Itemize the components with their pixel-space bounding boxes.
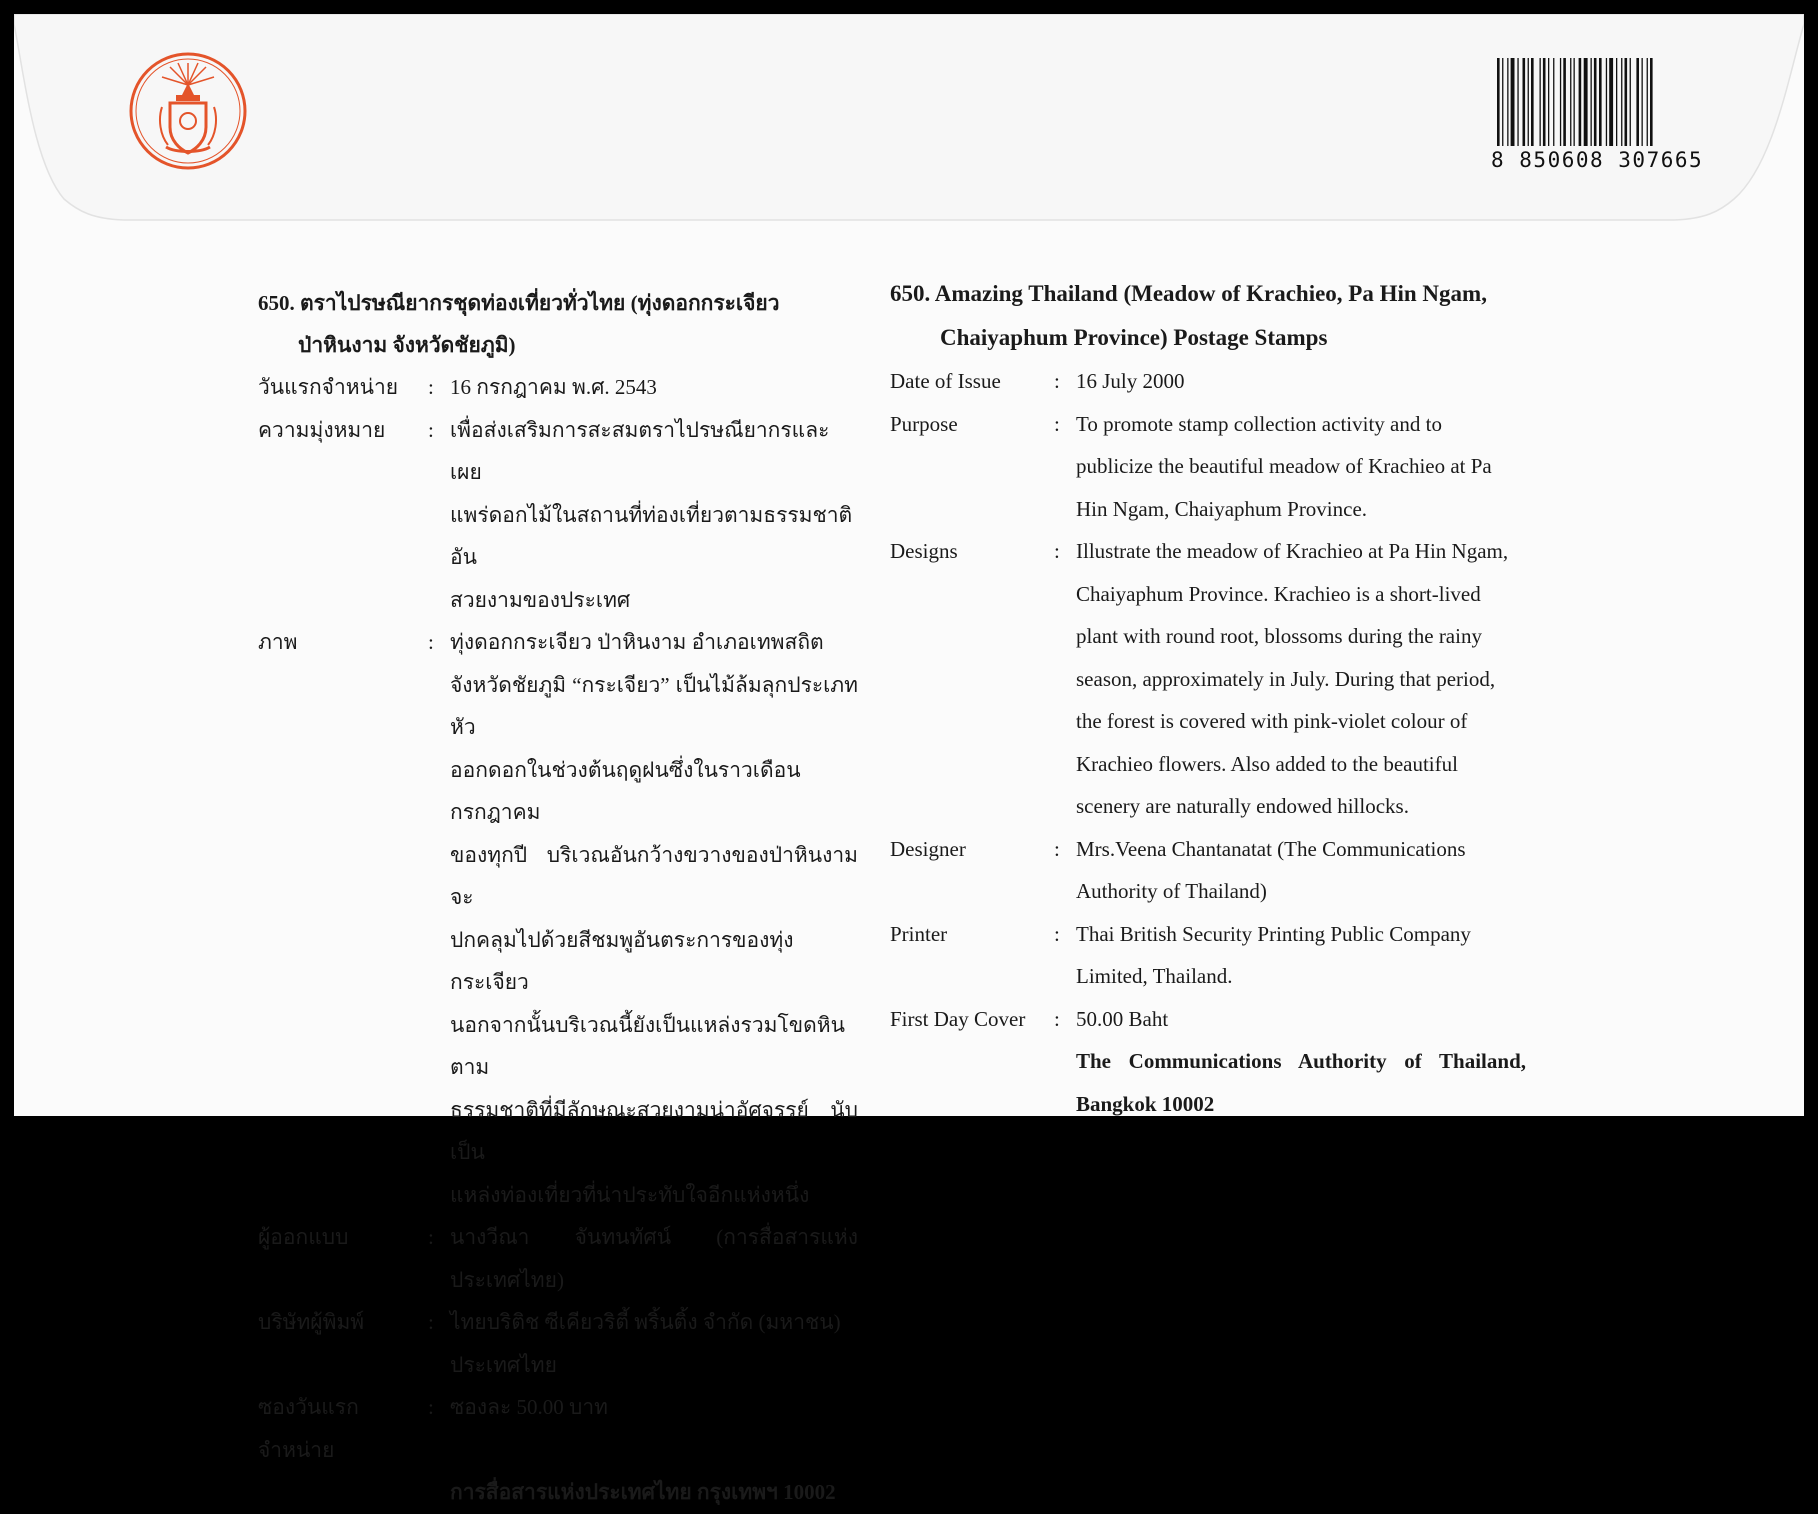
- english-row-value-line: Illustrate the meadow of Krachieo at Pa Hin Ngam,: [1076, 539, 1509, 563]
- thailand-post-emblem-logo: [126, 49, 250, 173]
- thai-row-value-line: นางวีณา จันทนทัศน์ (การสื่อสารแห่งประเทศไทย): [450, 1225, 858, 1292]
- thai-row-label: ความมุ่งหมาย: [258, 417, 386, 442]
- barcode-bar: [1647, 58, 1648, 146]
- english-row-value-line: Mrs.Veena Chantanatat (The Communications: [1076, 836, 1466, 861]
- barcode-bar: [1502, 58, 1503, 146]
- thai-row-value: [450, 621, 858, 1216]
- thai-row-separator: :: [428, 1395, 434, 1419]
- english-row: [890, 828, 1526, 913]
- thai-row-separator: :: [428, 375, 434, 399]
- barcode-bar: [1563, 58, 1566, 146]
- english-title-line1: 650. Amazing Thailand (Meadow of Krachieo, Pa Hin Ngam,: [890, 281, 1487, 306]
- thai-row-value-line: สวยงามของประเทศ: [450, 587, 631, 612]
- english-title-line2: Chaiyaphum Province) Postage Stamps: [940, 325, 1328, 350]
- barcode-number: 8 850608 307665: [1491, 148, 1704, 172]
- english-row-separator: :: [1054, 539, 1060, 563]
- english-row-separator: :: [1054, 369, 1060, 393]
- barcode: [1491, 58, 1711, 178]
- english-row-label: Date of Issue: [890, 369, 1001, 393]
- thai-row-value-line: แพร่ดอกไม้ในสถานที่ท่องเที่ยวตามธรรมชาติอัน: [450, 502, 853, 569]
- thai-row-value: [450, 366, 858, 409]
- barcode-bar: [1548, 58, 1549, 146]
- english-row-separator: :: [1054, 411, 1060, 436]
- english-row-value-line: 50.00 Baht: [1076, 1006, 1169, 1031]
- thai-row-value-line: ไทยบริติช ซีเคียวริตี้ พริ้นติ้ง จำกัด (มหาชน): [450, 1310, 841, 1334]
- thai-row-value-line: นอกจากนั้นบริเวณนี้ยังเป็นแหล่งรวมโขดหินตาม: [450, 1012, 845, 1079]
- english-address-row: [890, 1040, 1526, 1125]
- thai-address: การสื่อสารแห่งประเทศไทย กรุงเทพฯ 10002: [450, 1480, 836, 1504]
- thai-address-row: [258, 1471, 858, 1514]
- english-row-value-line: Chaiyaphum Province. Krachieo is a short-lived: [1076, 581, 1481, 606]
- english-row-value-line: Thai British Security Printing Public Company: [1076, 921, 1471, 946]
- barcode-bar: [1579, 58, 1582, 146]
- envelope-back: [14, 14, 1804, 1504]
- english-row-value: [1076, 403, 1526, 531]
- barcode-bar: [1591, 58, 1592, 146]
- english-row-value-line: plant with round root, blossoms during the rainy: [1076, 624, 1482, 648]
- thai-row: [258, 1386, 858, 1471]
- english-row-separator: :: [1054, 1006, 1060, 1031]
- english-row-value: [1076, 828, 1526, 913]
- barcode-bar: [1599, 58, 1602, 146]
- english-details: [890, 360, 1526, 1040]
- thai-details: [258, 366, 858, 1471]
- thai-row: [258, 1216, 858, 1301]
- thai-row: [258, 1301, 858, 1386]
- thai-row-value-line: ประเทศไทย: [450, 1352, 557, 1377]
- barcode-bars: [1491, 58, 1711, 148]
- english-row: [890, 530, 1526, 828]
- english-row-value-line: scenery are naturally endowed hillocks.: [1076, 794, 1409, 818]
- english-row: [890, 403, 1526, 531]
- barcode-bar: [1517, 58, 1518, 146]
- english-row-value-line: season, approximately in July. During that period,: [1076, 666, 1496, 691]
- thai-row: [258, 621, 858, 1216]
- barcode-bar: [1630, 58, 1631, 146]
- barcode-bar: [1553, 58, 1554, 146]
- english-row: [890, 360, 1526, 403]
- barcode-bar: [1650, 58, 1653, 146]
- barcode-bar: [1609, 58, 1613, 146]
- barcode-bar: [1636, 58, 1639, 146]
- thai-row-value-line: ของทุกปี บริเวณอันกว้างขวางของป่าหินงามจะ: [450, 842, 858, 909]
- barcode-bar: [1574, 58, 1575, 146]
- thai-row-label: ภาพ: [258, 630, 298, 654]
- english-row: [890, 913, 1526, 998]
- thai-row-value-line: เพื่อส่งเสริมการสะสมตราไปรษณียากรและเผย: [450, 417, 830, 484]
- english-row-separator: :: [1054, 921, 1060, 946]
- thai-row-label: บริษัทผู้พิมพ์: [258, 1310, 365, 1334]
- thai-row-separator: :: [428, 630, 434, 654]
- english-row-value-line: Krachieo flowers. Also added to the beautiful: [1076, 751, 1458, 776]
- barcode-bar: [1584, 58, 1588, 146]
- barcode-bar: [1606, 58, 1607, 146]
- english-column: [890, 272, 1526, 1125]
- thai-row-value-line: จังหวัดชัยภูมิ “กระเจียว” เป็นไม้ล้มลุกประเภทหัว: [450, 672, 858, 739]
- english-row-value: [1076, 530, 1526, 828]
- thai-row-value-line: ซองละ 50.00 บาท: [450, 1395, 608, 1419]
- barcode-bar: [1497, 58, 1500, 146]
- english-row-value: [1076, 998, 1526, 1041]
- barcode-bar: [1543, 58, 1546, 146]
- barcode-bar: [1540, 58, 1541, 146]
- barcode-bar: [1560, 58, 1561, 146]
- barcode-bar: [1625, 58, 1628, 146]
- english-row: [890, 998, 1526, 1041]
- english-row-label: Printer: [890, 921, 948, 946]
- barcode-bar: [1570, 58, 1571, 146]
- english-row-value: [1076, 913, 1526, 998]
- english-row-value-line: the forest is covered with pink-violet colour of: [1076, 709, 1468, 733]
- english-row-value-line: Hin Ngam, Chaiyaphum Province.: [1076, 496, 1368, 521]
- thai-row-value-line: 16 กรกฎาคม พ.ศ. 2543: [450, 375, 657, 399]
- thai-row-separator: :: [428, 1310, 434, 1334]
- barcode-bar: [1507, 58, 1508, 146]
- thai-row-value-line: ทุ่งดอกกระเจียว ป่าหินงาม อำเภอเทพสถิต: [450, 630, 824, 654]
- thai-row-value-line: ธรรมชาติที่มีลักษณะสวยงามน่าอัศจรรย์ นับเป็น: [450, 1097, 858, 1164]
- thai-row: [258, 409, 858, 622]
- english-row-value-line: 16 July 2000: [1076, 369, 1185, 393]
- thai-row-value-line: ปกคลุมไปด้วยสีชมพูอันตระการของทุ่งกระเจียว: [450, 927, 794, 994]
- barcode-bar: [1528, 58, 1529, 146]
- english-row-value-line: To promote stamp collection activity and to: [1076, 411, 1442, 436]
- english-row-value-line: publicize the beautiful meadow of Krachieo at Pa: [1076, 454, 1492, 478]
- thai-row-label: ผู้ออกแบบ: [258, 1225, 349, 1249]
- thai-row-label: วันแรกจำหน่าย: [258, 375, 399, 399]
- english-title: [890, 272, 1526, 360]
- english-row-label: First Day Cover: [890, 1006, 1026, 1031]
- thai-row-separator: :: [428, 417, 434, 442]
- thai-row-value-line: แหล่งท่องเที่ยวที่น่าประทับใจอีกแห่งหนึ่ง: [450, 1182, 810, 1207]
- thai-title: [258, 282, 858, 366]
- thai-row: [258, 366, 858, 409]
- barcode-bar: [1594, 58, 1597, 146]
- thai-row-value: [450, 409, 858, 622]
- thai-row-separator: :: [428, 1225, 434, 1249]
- barcode-bar: [1523, 58, 1526, 146]
- thai-row-label: ซองวันแรกจำหน่าย: [258, 1395, 359, 1462]
- thai-row-value: [450, 1386, 858, 1471]
- thai-column: [258, 282, 858, 1514]
- thai-row-value: [450, 1301, 858, 1386]
- barcode-bar: [1621, 58, 1622, 146]
- english-row-separator: :: [1054, 836, 1060, 861]
- thai-row-value: [450, 1216, 858, 1301]
- barcode-bar: [1511, 58, 1515, 146]
- english-row-value-line: Authority of Thailand): [1076, 879, 1267, 903]
- barcode-bar: [1531, 58, 1534, 146]
- barcode-bar: [1642, 58, 1643, 146]
- thai-row-value-line: ออกดอกในช่วงต้นฤดูฝนซึ่งในราวเดือนกรกฎาคม: [450, 757, 801, 824]
- english-row-value-line: Limited, Thailand.: [1076, 964, 1233, 988]
- english-row-label: Designer: [890, 836, 966, 861]
- thai-title-line1: 650. ตราไปรษณียากรชุดท่องเที่ยวทั่วไทย (ทุ่งดอกกระเจียว: [258, 291, 780, 315]
- english-row-label: Designs: [890, 539, 958, 563]
- english-address: The Communications Authority of Thailand, Bangkok 10002: [1076, 1049, 1526, 1116]
- thai-title-line2: ป่าหินงาม จังหวัดชัยภูมิ): [298, 333, 516, 357]
- english-row-label: Purpose: [890, 411, 958, 436]
- barcode-bar: [1616, 58, 1617, 146]
- english-row-value: [1076, 360, 1526, 403]
